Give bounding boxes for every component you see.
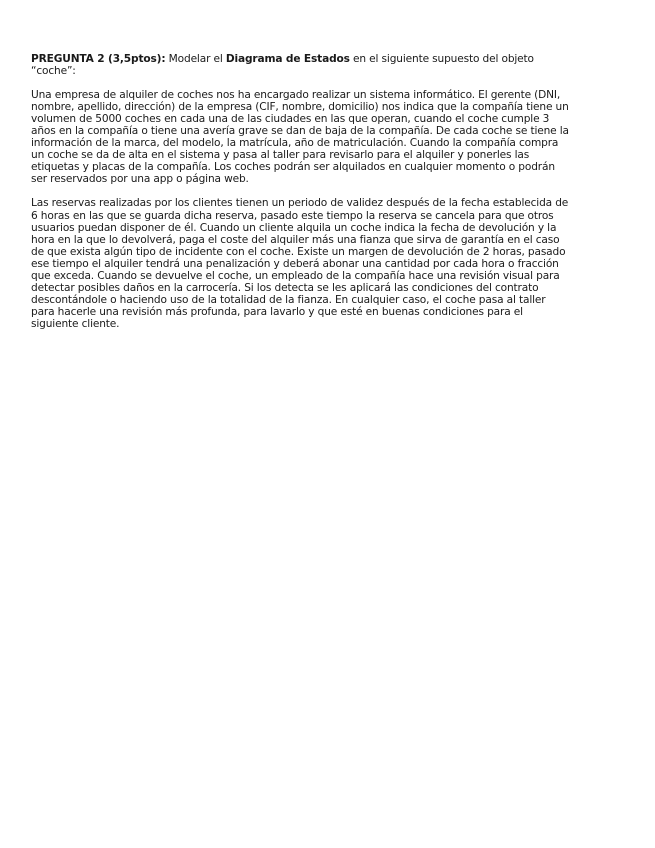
question-text-before: Modelar el	[165, 53, 226, 65]
question-text-after: en el siguiente supuesto del objeto “coche”:	[31, 53, 534, 78]
question-label: PREGUNTA 2 (3,5ptos):	[31, 53, 166, 65]
document-body	[31, 53, 571, 342]
question-heading	[31, 53, 571, 77]
paragraph-company: Una empresa de alquiler de coches nos ha encargado realizar un sistema informático. El gerente (DNI, nombre, apellido, dirección) de la empresa (CIF, nombre, domicilio) nos indica que la compañía tiene un volumen de 5000 coches en cada una de las ciudades en las que operan, cuando el coche cumple 3 años en la compañía o tiene una avería grave se dan de baja de la compañía. De cada coche se tiene la información de la marca, del modelo, la matrícula, año de matriculación. Cuando la compañía compra un coche se da de alta en el sistema y pasa al taller para revisarlo para el alquiler y ponerles las etiquetas y placas de la compañía. Los coches podrán ser alquilados en cualquier momento o podrán ser reservados por una app o página web.	[31, 89, 569, 186]
paragraph-reservations: Las reservas realizadas por los clientes tienen un periodo de validez después de la fecha establecida de 6 horas en las que se guarda dicha reserva, pasado este tiempo la reserva se cancela para que otros usuarios puedan disponer de él. Cuando un cliente alquila un coche indica la fecha de devolución y la hora en la que lo devolverá, paga el coste del alquiler más una fianza que sirva de garantía en el caso de que exista algún tipo de incidente con el coche. Existe un margen de devolución de 2 horas, pasado ese tiempo el alquiler tendrá una penalización y deberá abonar una cantidad por cada hora o fracción que exceda. Cuando se devuelve el coche, un empleado de la compañía hace una revisión visual para detectar posibles daños en la carrocería. Si los detecta se les aplicará las condiciones del contrato descontándole o haciendo uso de la totalidad de la fianza. En cualquier caso, el coche pasa al taller para hacerle una revisión más profunda, para lavarlo y que esté en buenas condiciones para el siguiente cliente.	[31, 197, 569, 330]
question-emphasis: Diagrama de Estados	[225, 53, 350, 65]
